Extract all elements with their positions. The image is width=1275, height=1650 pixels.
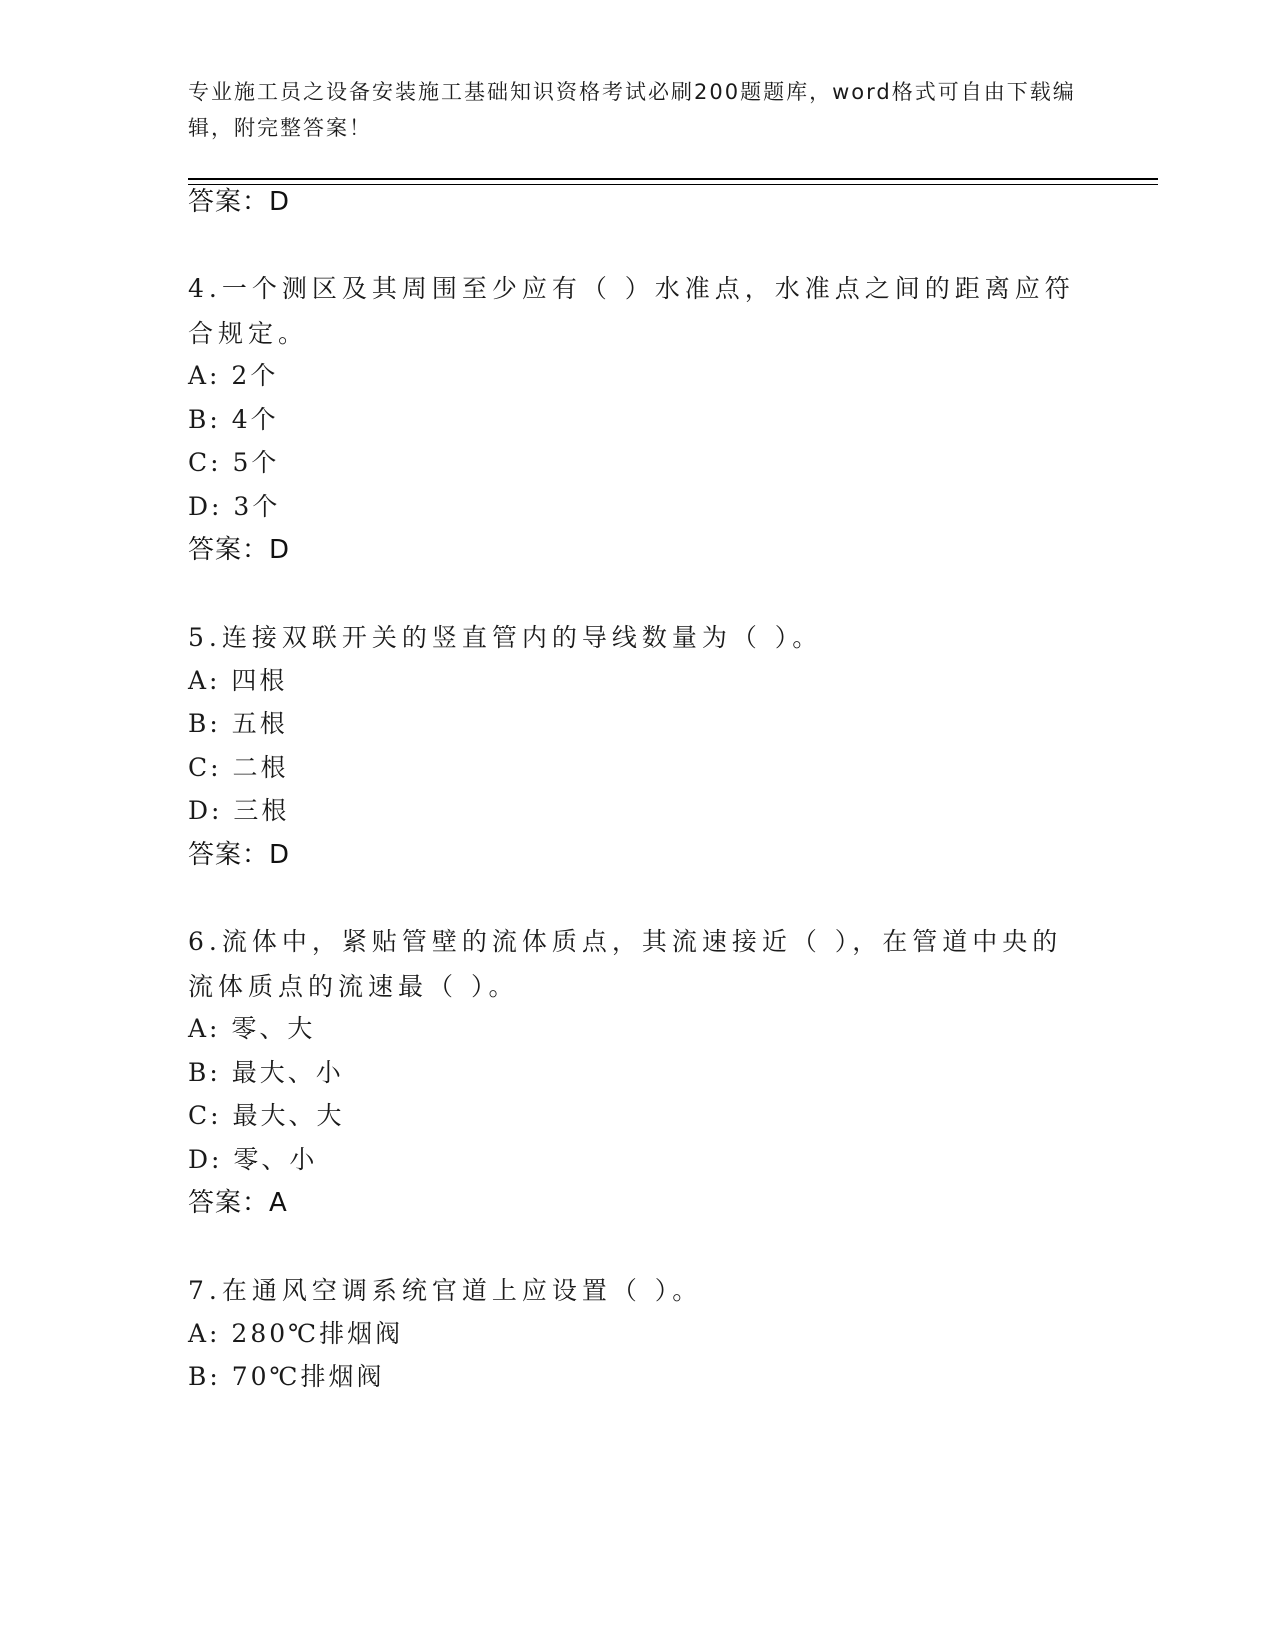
header-divider-thin xyxy=(188,184,1158,185)
question-5-option-a: A: 四根 xyxy=(188,666,288,695)
question-7-option-b: B: 70℃排烟阀 xyxy=(188,1362,385,1391)
question-6-option-d: D: 零、小 xyxy=(188,1145,318,1174)
question-7-text: 7.在通风空调系统官道上应设置（ ）。 xyxy=(188,1276,703,1305)
question-5-answer: 答案：D xyxy=(188,840,291,870)
question-4-option-b: B: 4个 xyxy=(188,405,279,434)
question-6-option-a: A: 零、大 xyxy=(188,1014,316,1043)
document-header: 专业施工员之设备安装施工基础知识资格考试必刷200题题库，word格式可自由下载编辑，附完整答案！ xyxy=(188,80,1076,140)
question-4-option-a: A: 2个 xyxy=(188,361,279,390)
question-6-option-b: B: 最大、小 xyxy=(188,1058,344,1087)
question-6-answer: 答案：A xyxy=(188,1188,288,1218)
question-4-option-c: C: 5个 xyxy=(188,448,280,477)
question-4-answer: 答案：D xyxy=(188,535,291,565)
question-4-option-d: D: 3个 xyxy=(188,492,281,521)
question-5-option-d: D: 三根 xyxy=(188,796,290,825)
question-5-option-c: C: 二根 xyxy=(188,753,289,782)
question-7-option-a: A: 280℃排烟阀 xyxy=(188,1319,404,1348)
question-4-text: 4.一个测区及其周围至少应有（ ）水准点，水准点之间的距离应符合规定。 xyxy=(188,274,1075,348)
answer-line: 答案：D xyxy=(188,187,291,217)
question-6-option-c: C: 最大、大 xyxy=(188,1101,345,1130)
question-5-option-b: B: 五根 xyxy=(188,709,288,738)
question-6-text: 6.流体中，紧贴管壁的流体质点，其流速接近（ ），在管道中央的流体质点的流速最（ ）。 xyxy=(188,927,1063,1001)
question-5-text: 5.连接双联开关的竖直管内的导线数量为（ ）。 xyxy=(188,623,823,652)
header-divider xyxy=(188,178,1158,180)
